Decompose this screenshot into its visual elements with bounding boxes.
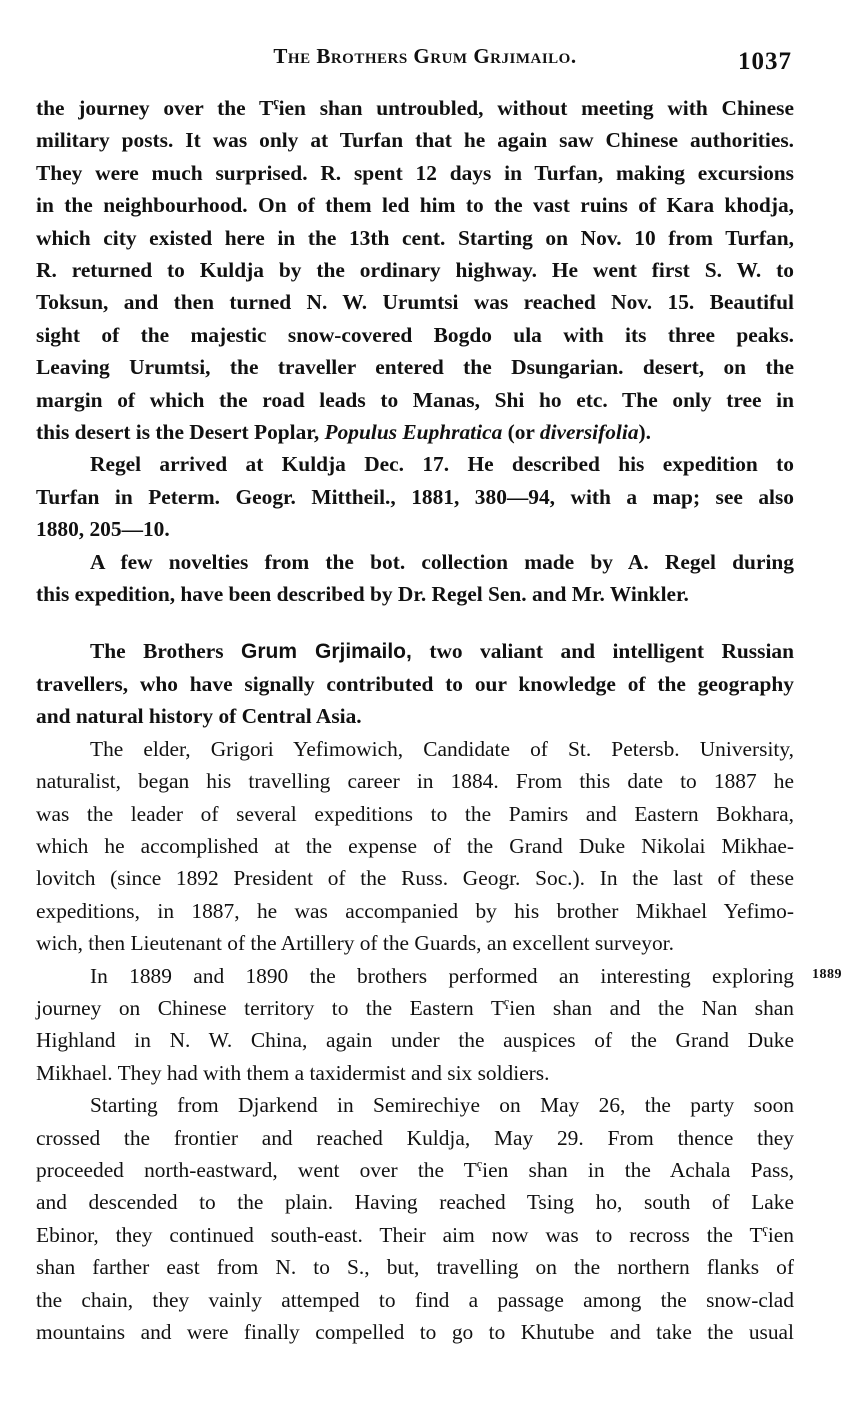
text-line: journey on Chinese territory to the Eastern Tˁien shan and the Nan shan	[36, 995, 794, 1020]
margin-note-year: 1889	[812, 967, 842, 982]
text-line: and natural history of Central Asia.	[36, 704, 362, 729]
text-line: proceeded north-eastward, went over the Tˁien shan in the Achala Pass,	[36, 1158, 794, 1182]
text-line: Toksun, and then turned N. W. Urumtsi was reached Nov. 15. Beautiful	[36, 290, 794, 315]
text-line: wich, then Lieutenant of the Artillery of the Guards, an excellent surveyor.	[36, 931, 674, 956]
paragraph-elder-brother	[36, 733, 794, 960]
text-line	[36, 635, 794, 668]
text-line: 1880, 205—10.	[36, 517, 170, 542]
text-line: travellers, who have signally contributed to our knowledge of the geography	[36, 671, 794, 696]
text-line: R. returned to Kuldja by the ordinary highway. He went first S. W. to	[36, 258, 794, 283]
text-line: Mikhael. They had with them a taxidermist and six soldiers.	[36, 1060, 550, 1085]
text-segment: (or	[502, 420, 540, 445]
paragraph-regel-journey	[36, 92, 794, 448]
text-line: Turfan in Peterm. Geogr. Mittheil., 1881, 380—94, with a map; see also	[36, 484, 794, 509]
text-line: Regel arrived at Kuldja Dec. 17. He described his expedition to	[90, 452, 794, 477]
text-line: mountains and were finally compelled to go to Khutube and take the usual	[36, 1320, 794, 1345]
text-line: expeditions, in 1887, he was accompanied by his brother Mikhael Yefimo-	[36, 898, 794, 923]
text-segment: ).	[638, 420, 651, 445]
text-line: Ebinor, they continued south-east. Their aim now was to recross the Tˁien	[36, 1222, 794, 1247]
text-line: Leaving Urumtsi, the traveller entered the Dsungarian. desert, on the	[36, 355, 794, 380]
text-line: crossed the frontier and reached Kuldja, May 29. From thence they	[36, 1125, 794, 1150]
text-line: In 1889 and 1890 the brothers performed an interesting exploring	[90, 963, 794, 988]
page-header	[0, 44, 850, 84]
section-gap	[36, 611, 794, 635]
text-line: this expedition, have been described by Dr. Regel Sen. and Mr. Winkler.	[36, 582, 689, 607]
text-line: They were much surprised. R. spent 12 days in Turfan, making excursions	[36, 160, 794, 185]
text-line: Starting from Djarkend in Semirechiye on May 26, the party soon	[90, 1093, 794, 1118]
species-name: diversifolia	[539, 420, 639, 445]
text-segment: this desert is the Desert Poplar,	[36, 420, 325, 445]
paragraph-1889-journey	[36, 960, 794, 1090]
paragraph-regel-arrival	[36, 448, 794, 545]
text-line: naturalist, began his travelling career in 1884. From this date to 1887 he	[36, 769, 794, 794]
entry-heading-name: Grum Grjimailo,	[241, 639, 412, 663]
body-text	[36, 92, 794, 1348]
paragraph-brothers-intro	[36, 635, 794, 733]
page-number: 1037	[738, 48, 792, 75]
text-line: was the leader of several expeditions to the Pamirs and Eastern Bokhara,	[36, 801, 794, 826]
text-line: shan farther east from N. to S., but, travelling on the northern flanks of	[36, 1255, 794, 1280]
text-line: in the neighbourhood. On of them led him to the vast ruins of Kara khodja,	[36, 193, 794, 218]
text-line: lovitch (since 1892 President of the Russ. Geogr. Soc.). In the last of these	[36, 866, 794, 891]
text-line: The elder, Grigori Yefimowich, Candidate of St. Petersb. University,	[90, 736, 794, 761]
text-line: the journey over the Tˁien shan untroubled, without meeting with Chinese	[36, 96, 794, 120]
species-name: Populus Euphratica	[324, 420, 503, 445]
paragraph-route-from-djarkend	[36, 1089, 794, 1348]
paragraph-bot-collection	[36, 546, 794, 611]
text-segment: The Brothers	[90, 638, 242, 663]
text-segment: two valiant and intelligent Russian	[411, 638, 794, 663]
text-line: which he accomplished at the expense of the Grand Duke Nikolai Mikhae-	[36, 833, 794, 858]
text-line: sight of the majestic snow-covered Bogdo ula with its three peaks.	[36, 322, 794, 347]
text-line: which city existed here in the 13th cent. Starting on Nov. 10 from Turfan,	[36, 225, 794, 250]
text-line: and descended to the plain. Having reached Tsing ho, south of Lake	[36, 1190, 794, 1215]
running-title: The Brothers Grum Grjimailo.	[273, 44, 577, 68]
text-line: the chain, they vainly attemped to find a passage among the snow-clad	[36, 1287, 794, 1312]
text-line: margin of which the road leads to Manas, Shi ho etc. The only tree in	[36, 387, 794, 412]
text-line: A few novelties from the bot. collection made by A. Regel during	[90, 549, 794, 574]
text-line: Highland in N. W. China, again under the auspices of the Grand Duke	[36, 1028, 794, 1053]
text-line	[36, 416, 794, 448]
text-line: military posts. It was only at Turfan that he again saw Chinese authorities.	[36, 128, 794, 153]
